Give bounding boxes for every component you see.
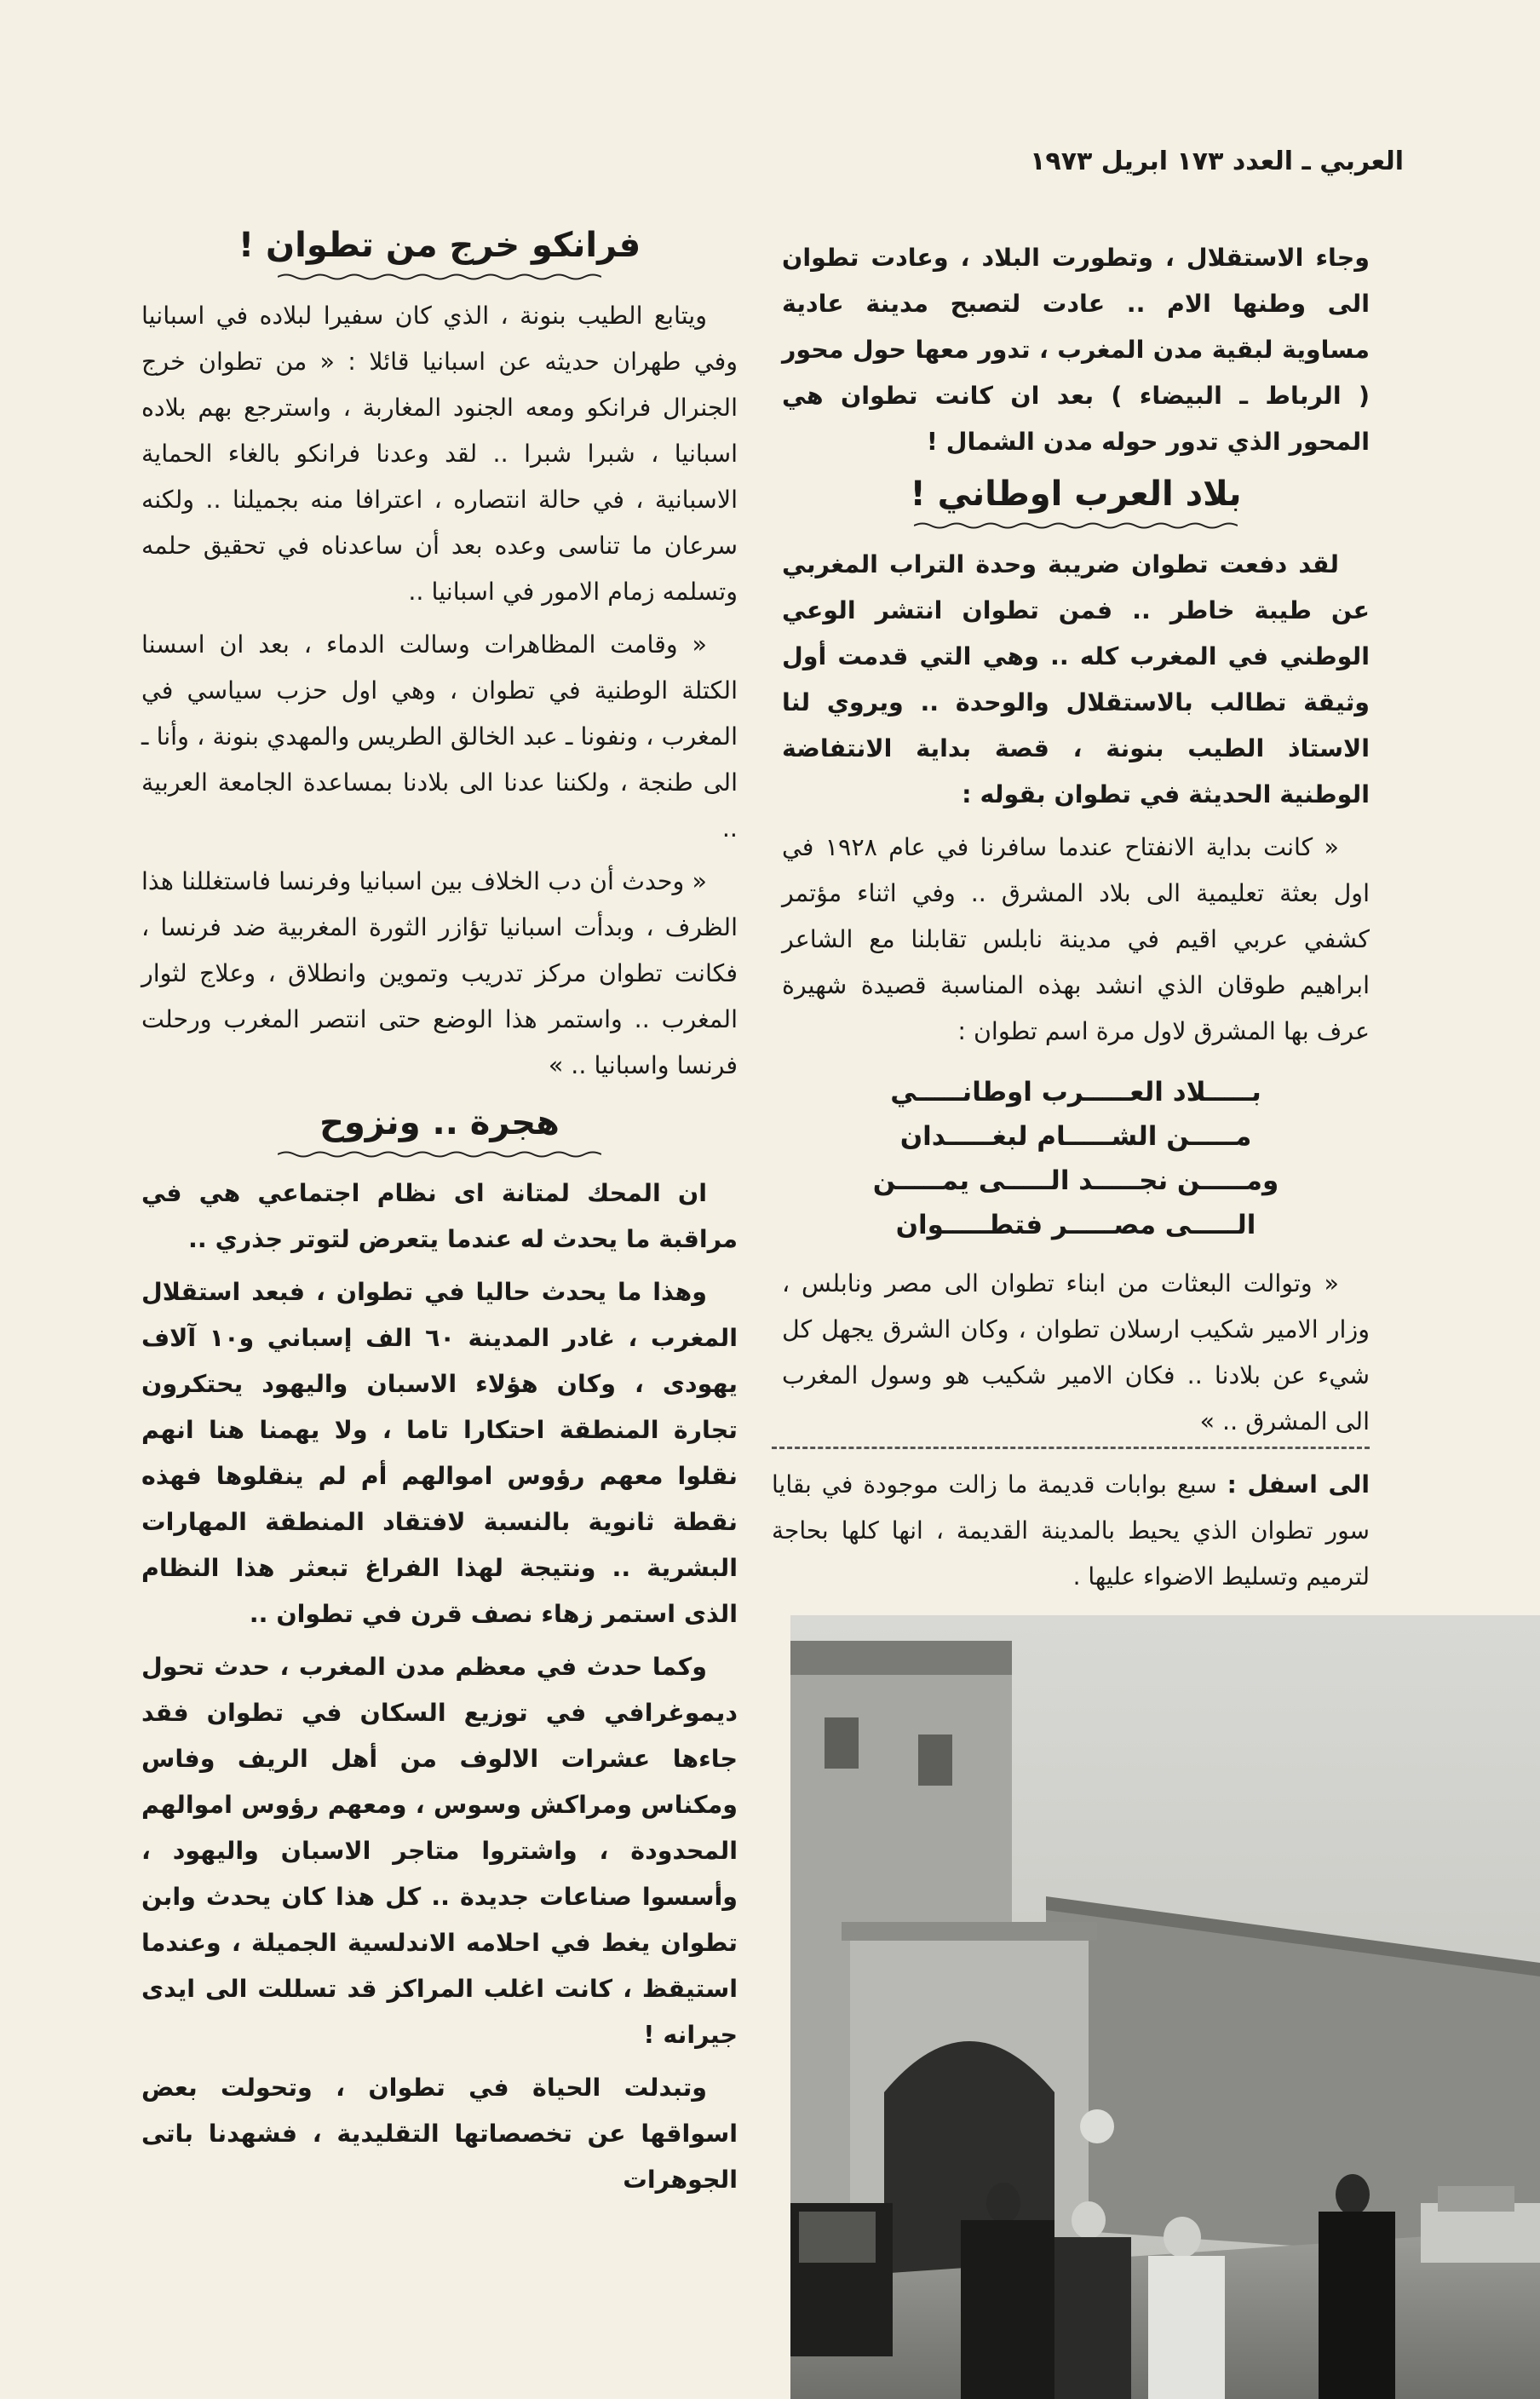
paragraph: وهذا ما يحدث حاليا في تطوان ، فبعد استقلال المغرب ، غادر المدينة ٦٠ الف إسباني و١٠ آلاف يهودى ، وكان هؤلاء الاسبان واليهود يحتكرون تجارة المنطقة احتكارا تاما ، ولا يهمنا هنا انهم نقلوا معهم رؤوس اموالهم أم لم ينقلوها فهذه نقطة ثانوية بالنسبة لافتقاد المنطقة المهارات البشرية .. ونتيجة لهذا الفراغ تبعثر هذا النظام الذى استمر زهاء نصف قرن في تطوان .. xyxy=(141,1278,738,1628)
paragraph: ويتابع الطيب بنونة ، الذي كان سفيرا لبلاده في اسبانيا وفي طهران حديثه عن اسبانيا قائلا : « من تطوان خرج الجنرال فرانكو ومعه الجنود المغاربة ، واسترجع بهم بلاده اسبانيا ، شبرا شبرا .. لقد وعدنا فرانكو بالغاء الحماية الاسبانية ، في حالة انتصاره ، اعترافا منه بجميلنا .. ولكنه سرعان ما تناسى وعده بعد أن ساعدناه في تحقيق حلمه وتسلمه زمام الامور في اسبانيا .. xyxy=(141,302,738,606)
paragraph: لقد دفعت تطوان ضريبة وحدة التراب المغربي عن طيبة خاطر .. فمن تطوان انتشر الوعي الوطني في المغرب كله .. وهي التي قدمت أول وثيقة تطالب بالاستقلال والوحدة .. ويروي لنا الاستاذ الطيب بنونة ، قصة بداية الانتفاضة الوطنية الحديثة في تطوان بقوله : xyxy=(782,550,1370,808)
page-header: العربي ـ العدد ١٧٣ ابريل ١٩٧٣ xyxy=(1030,147,1404,176)
title-underline xyxy=(278,273,601,281)
paragraph: « كانت بداية الانفتاح عندما سافرنا في عام ١٩٢٨ في اول بعثة تعليمية الى بلاد المشرق .. وفي اثناء مؤتمر كشفي عربي اقيم في مدينة نابلس تقابلنا مع الشاعر ابراهيم طوقان الذي انشد بهذه المناسبة قصيدة شهيرة عرف بها المشرق لاول مرة اسم تطوان : xyxy=(782,833,1370,1045)
section-title-text: هجرة .. ونزوح xyxy=(319,1103,560,1142)
caption-lead: الى اسفل : xyxy=(1227,1470,1370,1499)
poem xyxy=(782,1070,1370,1247)
left-column xyxy=(141,223,738,2210)
poem-line: الـــــى مصـــــر فتطـــــوان xyxy=(895,1210,1256,1240)
poem-line: بـــــلاد العـــــرب اوطانـــــي xyxy=(890,1077,1261,1107)
title-underline xyxy=(278,1150,601,1159)
paragraph: « وتوالت البعثات من ابناء تطوان الى مصر ونابلس ، وزار الامير شكيب ارسلان تطوان ، وكان الشرق يجهل كل شيء عن بلادنا .. فكان الامير شكيب هو وسول المغرب الى المشرق .. » xyxy=(782,1269,1370,1435)
paragraph: « وقامت المظاهرات وسالت الدماء ، بعد ان اسسنا الكتلة الوطنية في تطوان ، وهي اول حزب سياسي في المغرب ، ونفونا ـ عبد الخالق الطريس والمهدي بنونة ، وأنا ـ الى طنجة ، ولكننا عدنا الى بلادنا بمساعدة الجامعة العربية .. xyxy=(141,630,738,843)
poem-line: مـــــن الشـــــام لبغـــــدان xyxy=(899,1121,1252,1152)
city-gate-photo xyxy=(790,1615,1540,2399)
caption-divider xyxy=(772,1447,1370,1449)
section-title-arab-lands xyxy=(782,472,1370,530)
section-title-text: فرانكو خرج من تطوان ! xyxy=(238,226,641,265)
photo-caption xyxy=(772,1462,1370,1600)
paragraph: ان المحك لمتانة اى نظام اجتماعي هي في مراقبة ما يحدث له عندما يتعرض لتوتر جذري .. xyxy=(141,1179,738,1253)
paragraph: وتبدلت الحياة في تطوان ، وتحولت بعض اسواقها عن تخصصاتها التقليدية ، فشهدنا باتى الجوهرات xyxy=(141,2074,738,2194)
right-column xyxy=(782,235,1370,1452)
paragraph: وكما حدث في معظم مدن المغرب ، حدث تحول ديموغرافي في توزيع السكان في تطوان فقد جاءها عشرات الالوف من أهل الريف وفاس ومكناس ومراكش وسوس ، ومعهم رؤوس اموالهم المحدودة ، واشتروا متاجر الاسبان واليهود ، وأسسوا صناعات جديدة .. كل هذا كان يحدث وابن تطوان يغط في احلامه الاندلسية الجميلة ، وعندما استيقظ ، كانت اغلب المراكز قد تسللت الى ايدى جيرانه ! xyxy=(141,1653,738,2049)
paragraph: « وحدث أن دب الخلاف بين اسبانيا وفرنسا فاستغللنا هذا الظرف ، وبدأت اسبانيا تؤازر الثورة المغربية ضد فرنسا ، فكانت تطوان مركز تدريب وتموين وانطلاق ، وعلاج لثوار المغرب .. واستمر هذا الوضع حتى انتصر المغرب ورحلت فرنسا واسبانيا .. » xyxy=(141,867,738,1079)
photo-illustration xyxy=(790,1615,1540,2399)
poem-line: ومـــــن نجـــــد الـــــى يمـــــن xyxy=(872,1165,1279,1196)
title-underline xyxy=(914,521,1238,530)
section-title-text: بلاد العرب اوطاني ! xyxy=(910,475,1242,514)
section-title-franco xyxy=(141,223,738,281)
section-title-migration xyxy=(141,1101,738,1159)
caption-text: سبع بوابات قديمة ما زالت موجودة في بقايا سور تطوان الذي يحيط بالمدينة القديمة ، انها كلها بحاجة لترميم وتسليط الاضواء عليها . xyxy=(772,1470,1370,1591)
intro-paragraph: وجاء الاستقلال ، وتطورت البلاد ، وعادت تطوان الى وطنها الام .. عادت لتصبح مدينة عادية مساوية لبقية مدن المغرب ، تدور معها حول محور ( الرباط ـ البيضاء ) بعد ان كانت تطوان هي المحور الذي تدور حوله مدن الشمال ! xyxy=(782,244,1370,456)
